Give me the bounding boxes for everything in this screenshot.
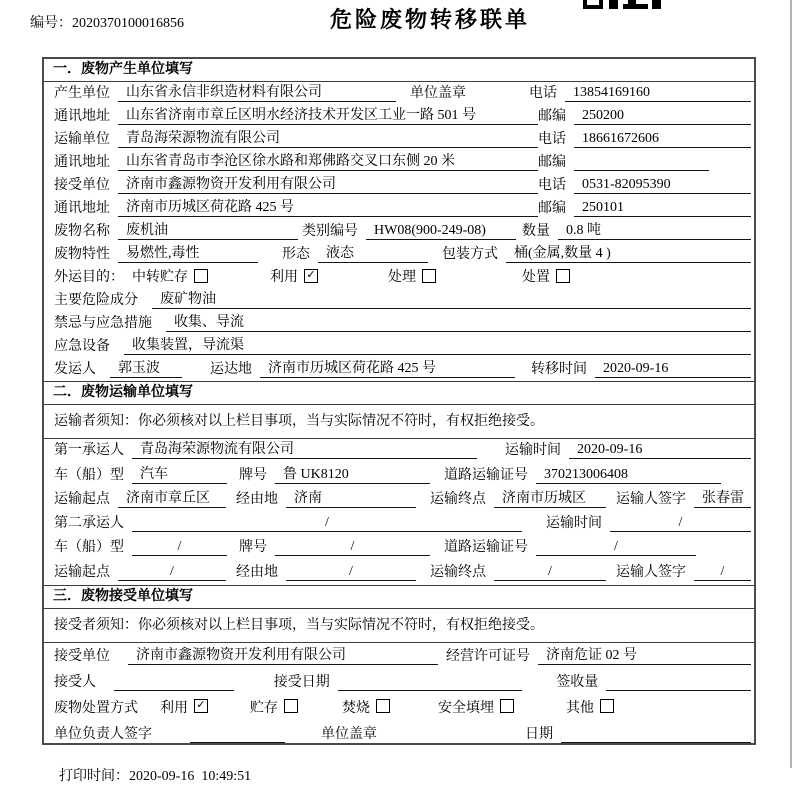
main-hazard-label: 主要危险成分 xyxy=(54,293,138,308)
origin-2-value: / xyxy=(118,564,226,581)
terminus-1-label: 运输终点 xyxy=(430,491,486,507)
section-3-notice: 接受者须知：你必须核对以上栏目事项，当与实际情况不符时，有权拒绝接受。 xyxy=(44,609,754,643)
section-3 xyxy=(44,585,754,747)
first-carrier-label: 第一承运人 xyxy=(54,443,124,459)
receive-postcode-label: 邮编 xyxy=(538,201,566,216)
receive-seal-date-label: 日期 xyxy=(525,726,553,742)
transport-phone-label: 电话 xyxy=(538,132,566,147)
form-table xyxy=(42,57,756,745)
transport-postcode-label: 邮编 xyxy=(538,155,566,170)
serial-value: 2020370100016856 xyxy=(72,16,184,31)
transport-address-value: 山东省青岛市李沧区徐水路和郑佛路交叉口东侧 20 米 xyxy=(118,150,538,171)
producer-phone-label: 电话 xyxy=(529,86,557,101)
terminus-1-value: 济南市历城区 xyxy=(494,487,606,508)
vehicle-type-1-value: 汽车 xyxy=(132,463,227,484)
carrier-signature-1-label: 运输人签字 xyxy=(616,491,686,507)
carrier-signature-2-value: / xyxy=(694,564,751,581)
received-amount-value[interactable] xyxy=(606,674,751,691)
form-row xyxy=(44,220,754,243)
disposal-landfill-label: 安全填埋 xyxy=(438,700,494,716)
disposal-storage-label: 贮存 xyxy=(250,700,278,716)
transfer-date-value: 2020-09-16 xyxy=(595,361,751,378)
section-1-header: 一．废物产生单位填写 xyxy=(44,59,754,82)
producer-postcode-value: 250200 xyxy=(574,108,751,125)
vehicle-type-1-label: 车（船）型 xyxy=(54,467,124,483)
via-2-value: / xyxy=(286,564,416,581)
form-row xyxy=(44,105,754,128)
producer-postcode-label: 邮编 xyxy=(538,109,566,124)
qr-code-fragment-icon xyxy=(583,0,663,9)
section-1 xyxy=(44,59,754,381)
transport-postcode-value[interactable] xyxy=(574,154,709,171)
transport-time-1-label: 运输时间 xyxy=(505,443,561,459)
form-row xyxy=(44,512,754,536)
form-row xyxy=(44,721,754,747)
form-row xyxy=(44,560,754,584)
transport-address-label: 通讯地址 xyxy=(54,155,110,170)
disposal-incinerate-label: 焚烧 xyxy=(342,700,370,716)
receive-seal-date-value[interactable] xyxy=(561,726,751,743)
transfer-date-label: 转移时间 xyxy=(531,362,587,377)
road-permit-2-label: 道路运输证号 xyxy=(444,540,528,556)
plate-number-2-label: 牌号 xyxy=(239,540,267,556)
dispose-checkbox[interactable] xyxy=(556,269,570,283)
receive-date-label: 接受日期 xyxy=(273,674,330,690)
section-2-notice: 运输者须知：你必须核对以上栏目事项，当与实际情况不符时，有权拒绝接受。 xyxy=(44,405,754,439)
disposal-other-group xyxy=(566,697,614,717)
emergency-measures-value: 收集、导流 xyxy=(166,311,751,332)
road-permit-2-value: / xyxy=(536,539,696,556)
terminus-2-label: 运输终点 xyxy=(430,564,486,580)
first-carrier-value: 青岛海荣源物流有限公司 xyxy=(132,438,477,459)
received-amount-label: 签收量 xyxy=(556,674,599,690)
utilize-label: 利用 xyxy=(270,270,298,285)
receiver-person-label: 接受人 xyxy=(54,674,96,690)
form-row xyxy=(44,266,754,289)
waste-name-value: 废机油 xyxy=(118,219,298,240)
form-row xyxy=(44,358,754,381)
packaging-label: 包装方式 xyxy=(442,247,498,262)
emergency-equipment-label: 应急设备 xyxy=(54,339,110,354)
producer-unit-label: 产生单位 xyxy=(54,86,110,101)
plate-number-1-value: 鲁 UK8120 xyxy=(275,463,430,484)
form-row xyxy=(44,312,754,335)
receiver-unit-label: 接受单位 xyxy=(54,648,110,664)
transfer-storage-group xyxy=(132,266,208,286)
disposal-incinerate-checkbox[interactable] xyxy=(376,699,390,713)
print-time-label: 打印时间： xyxy=(59,769,129,784)
via-1-label: 经由地 xyxy=(236,491,278,507)
disposal-storage-group xyxy=(250,697,298,717)
terminus-2-value: / xyxy=(494,564,606,581)
waste-name-label: 废物名称 xyxy=(54,224,110,239)
responsible-signature-value[interactable] xyxy=(190,726,285,743)
page-title: 危险废物转移联单 xyxy=(329,7,530,32)
transport-time-2-value: / xyxy=(610,515,751,532)
via-1-value: 济南 xyxy=(286,487,416,508)
serial-label: 编号： xyxy=(30,16,72,31)
disposal-other-label: 其他 xyxy=(566,700,594,716)
receive-phone-label: 电话 xyxy=(538,178,566,193)
packaging-value: 桶(金属,数量 4 ) xyxy=(506,242,751,263)
emergency-equipment-value: 收集装置，导流渠 xyxy=(124,334,751,355)
second-carrier-value: / xyxy=(132,515,522,532)
form-row xyxy=(44,463,754,487)
treat-label: 处理 xyxy=(388,270,416,285)
receive-address-label: 通讯地址 xyxy=(54,201,110,216)
second-carrier-label: 第二承运人 xyxy=(54,516,124,532)
carrier-signature-2-label: 运输人签字 xyxy=(616,564,686,580)
disposal-utilize-label: 利用 xyxy=(160,700,188,716)
shipper-label: 发运人 xyxy=(54,362,96,377)
receiver-unit-value: 济南市鑫源物资开发利用有限公司 xyxy=(128,644,438,665)
producer-address-label: 通讯地址 xyxy=(54,109,110,124)
receive-phone-value: 0531-82095390 xyxy=(574,177,751,194)
destination-label: 运达地 xyxy=(210,362,252,377)
origin-2-label: 运输起点 xyxy=(54,564,110,580)
outbound-purpose-label: 外运目的： xyxy=(54,270,124,285)
disposal-utilize-group xyxy=(160,697,208,717)
carrier-signature-1-value: 张春雷 xyxy=(694,487,751,508)
form-row xyxy=(44,695,754,721)
receive-address-value: 济南市历城区荷花路 425 号 xyxy=(118,196,538,217)
transfer-storage-label: 中转贮存 xyxy=(132,270,188,285)
treat-group xyxy=(388,266,436,286)
form-row xyxy=(44,128,754,151)
print-time xyxy=(45,749,251,801)
dispose-label: 处置 xyxy=(522,270,550,285)
treat-checkbox[interactable] xyxy=(422,269,436,283)
quantity-label: 数量 xyxy=(522,224,550,239)
transport-unit-label: 运输单位 xyxy=(54,132,110,147)
plate-number-1-label: 牌号 xyxy=(239,467,267,483)
origin-1-label: 运输起点 xyxy=(54,491,110,507)
vehicle-type-2-label: 车（船）型 xyxy=(54,540,124,556)
shipper-value: 郭玉波 xyxy=(110,357,182,378)
unit-seal-label: 单位盖章 xyxy=(410,86,466,101)
receive-unit-label: 接受单位 xyxy=(54,178,110,193)
form-row xyxy=(44,488,754,512)
form-row xyxy=(44,197,754,220)
page-edge-line xyxy=(790,0,792,768)
producer-unit-value: 山东省永信非织造材料有限公司 xyxy=(118,81,396,102)
section-3-header: 三．废物接受单位填写 xyxy=(44,585,754,609)
form-row xyxy=(44,536,754,560)
form-row xyxy=(44,289,754,312)
disposal-landfill-group xyxy=(438,697,514,717)
disposal-method-label: 废物处置方式 xyxy=(54,700,138,716)
disposal-other-checkbox[interactable] xyxy=(600,699,614,713)
waste-property-value: 易燃性,毒性 xyxy=(118,242,258,263)
disposal-storage-checkbox[interactable] xyxy=(284,699,298,713)
waste-property-label: 废物特性 xyxy=(54,247,110,262)
responsible-signature-label: 单位负责人签字 xyxy=(54,726,152,742)
transport-time-1-value: 2020-09-16 xyxy=(569,442,751,459)
section-2 xyxy=(44,381,754,585)
road-permit-1-label: 道路运输证号 xyxy=(444,467,528,483)
print-time-value: 2020-09-16 10:49:51 xyxy=(129,769,252,784)
utilize-checkbox[interactable]: ✓ xyxy=(304,269,318,283)
unit-seal-receive-label: 单位盖章 xyxy=(321,726,377,742)
receive-unit-value: 济南市鑫源物资开发利用有限公司 xyxy=(118,173,538,194)
disposal-incinerate-group xyxy=(342,697,390,717)
license-number-label: 经营许可证号 xyxy=(446,648,530,664)
license-number-value: 济南危证 02 号 xyxy=(538,644,751,665)
form-row xyxy=(44,335,754,358)
receive-date-value[interactable] xyxy=(338,674,523,691)
form-row xyxy=(44,669,754,695)
transport-time-2-label: 运输时间 xyxy=(546,516,602,532)
vehicle-type-2-value: / xyxy=(132,539,227,556)
quantity-value: 0.8 吨 xyxy=(558,219,751,240)
form-row xyxy=(44,82,754,105)
transfer-storage-checkbox[interactable] xyxy=(194,269,208,283)
main-hazard-value: 废矿物油 xyxy=(152,288,751,309)
plate-number-2-value: / xyxy=(275,539,430,556)
road-permit-1-value: 370213006408 xyxy=(536,467,721,484)
utilize-group xyxy=(270,266,318,286)
disposal-utilize-checkbox[interactable]: ✓ xyxy=(194,699,208,713)
transport-phone-value: 18661672606 xyxy=(574,131,751,148)
category-code-label: 类别编号 xyxy=(302,224,358,239)
form-row xyxy=(44,643,754,669)
producer-address-value: 山东省济南市章丘区明水经济技术开发区工业一路 501 号 xyxy=(118,104,538,125)
transport-unit-value: 青岛海荣源物流有限公司 xyxy=(118,127,538,148)
emergency-measures-label: 禁忌与应急措施 xyxy=(54,316,152,331)
waste-form-value: 液态 xyxy=(318,242,428,263)
category-code-value: HW08(900-249-08) xyxy=(366,223,516,240)
waste-form-label: 形态 xyxy=(282,247,310,262)
dispose-group xyxy=(522,266,570,286)
form-row xyxy=(44,243,754,266)
receiver-person-value[interactable] xyxy=(114,674,234,691)
disposal-landfill-checkbox[interactable] xyxy=(500,699,514,713)
via-2-label: 经由地 xyxy=(236,564,278,580)
producer-phone-value: 13854169160 xyxy=(565,85,751,102)
form-row xyxy=(44,174,754,197)
receive-postcode-value: 250101 xyxy=(574,200,751,217)
form-row xyxy=(44,439,754,463)
form-row xyxy=(44,151,754,174)
destination-value: 济南市历城区荷花路 425 号 xyxy=(260,357,515,378)
section-2-header: 二．废物运输单位填写 xyxy=(44,381,754,405)
origin-1-value: 济南市章丘区 xyxy=(118,487,226,508)
